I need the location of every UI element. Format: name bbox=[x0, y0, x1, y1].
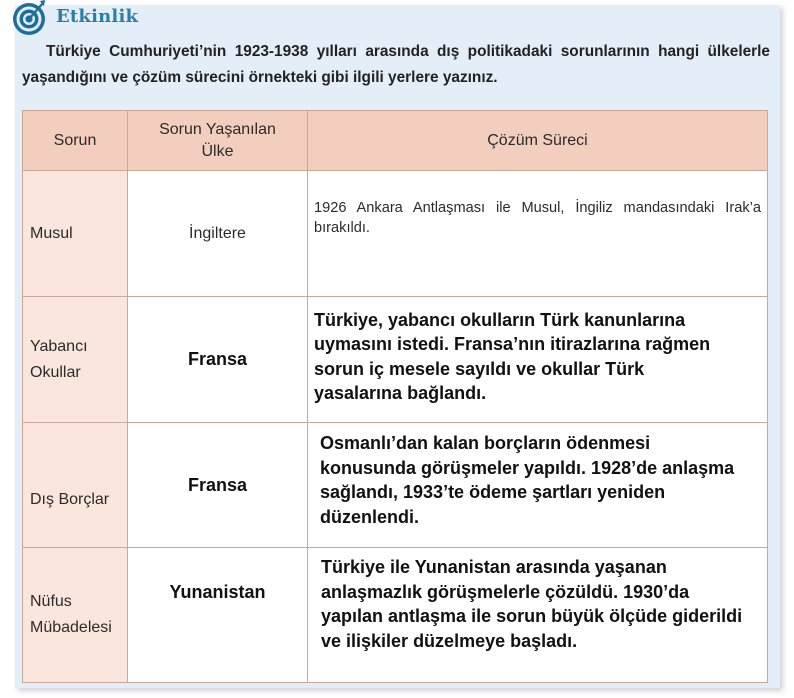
country-value: Fransa bbox=[187, 474, 248, 495]
table-row bbox=[23, 297, 768, 423]
problem-cell bbox=[23, 171, 128, 297]
activity-title: Etkinlik bbox=[56, 6, 139, 27]
process-cell bbox=[308, 548, 768, 683]
problems-table bbox=[22, 110, 768, 683]
process-text: Osmanlı’dan kalan borçların ödenmesi konusunda görüşmeler yapıldı. 1928’de anlaşma sağlandı, 1933’te ödeme şartları yeniden düzenlendi. bbox=[320, 433, 735, 527]
header-problem: Sorun bbox=[23, 111, 128, 171]
problem-cell bbox=[23, 548, 128, 683]
process-text: Türkiye ile Yunanistan arasında yaşanan anlaşmazlık görüşmelerle çözüldü. 1930’da yapılan antlaşma ile sorun büyük ölçüde giderildi ve ilişkiler düzelmeye başladı. bbox=[321, 557, 743, 651]
problem-label: Dış Borçlar bbox=[30, 491, 110, 508]
country-cell bbox=[128, 548, 308, 683]
problem-label-line1: Yabancı bbox=[30, 337, 88, 355]
table-row bbox=[23, 171, 768, 297]
country-value: İngiltere bbox=[189, 224, 246, 242]
country-cell bbox=[128, 423, 308, 548]
instructions-text: Türkiye Cumhuriyeti’nin 1923-1938 yılları arasında dış politikadaki sorunlarının hangi ülkelerle yaşandığını ve çözüm sürecini örnekteki gibi ilgili yerlere yazınız. bbox=[22, 43, 770, 86]
header-process: Çözüm Süreci bbox=[308, 111, 768, 171]
problem-label: Musul bbox=[30, 224, 73, 242]
process-cell bbox=[308, 171, 768, 297]
header-country bbox=[128, 111, 308, 171]
country-cell bbox=[128, 171, 308, 297]
country-cell bbox=[128, 297, 308, 423]
process-cell bbox=[308, 423, 768, 548]
problem-label-line1: Nüfus bbox=[30, 593, 72, 610]
problem-label-line2: Mübadelesi bbox=[30, 619, 112, 636]
header-country-line1: Sorun Yaşanılan bbox=[159, 120, 276, 138]
target-icon bbox=[11, 0, 51, 38]
process-cell bbox=[308, 297, 768, 423]
country-value: Yunanistan bbox=[169, 582, 266, 602]
problem-label-line2: Okullar bbox=[30, 363, 81, 381]
table-row bbox=[23, 548, 768, 683]
table-header-row bbox=[23, 111, 768, 171]
problem-cell bbox=[23, 423, 128, 548]
process-text: 1926 Ankara Antlaşması ile Musul, İngiliz mandasındaki Irak’a bırakıldı. bbox=[314, 199, 761, 236]
header-country-line2: Ülke bbox=[201, 142, 234, 160]
process-text: Türkiye, yabancı okulların Türk kanunlarına uymasını istedi. Fransa’nın itirazlarına rağmen sorun iç mesele sayıldı ve okullar Türk yasalarına bağlandı. bbox=[314, 309, 711, 403]
table-row bbox=[23, 423, 768, 548]
country-value: Fransa bbox=[187, 349, 248, 369]
problem-cell bbox=[23, 297, 128, 423]
